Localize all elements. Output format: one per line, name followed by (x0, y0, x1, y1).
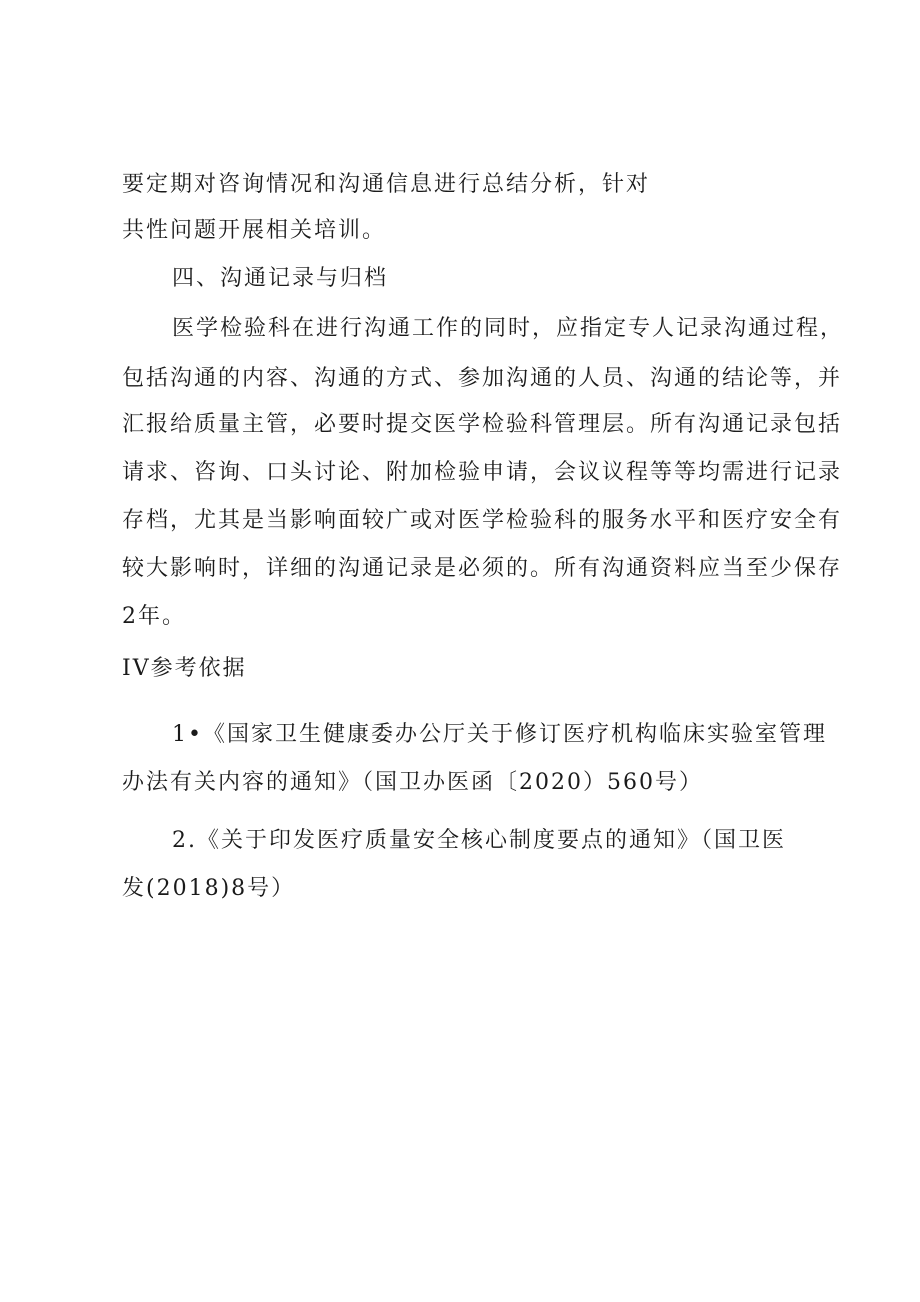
section-heading: IV参考依据 (122, 656, 247, 681)
paragraph-line: 存档，尤其是当影响面较广或对医学检验科的服务水平和医疗安全有 (122, 508, 843, 533)
paragraph-line: 请求、咨询、口头讨论、附加检验申请，会议议程等等均需进行记录 (122, 460, 843, 485)
paragraph-line: 共性问题开展相关培训。 (122, 218, 387, 243)
paragraph-line: 医学检验科在进行沟通工作的同时，应指定专人记录沟通过程， (172, 316, 845, 341)
reference-item: 2.《关于印发医疗质量安全核心制度要点的通知》（国卫医 (172, 828, 786, 853)
section-heading: 四、沟通记录与归档 (172, 266, 389, 291)
reference-item-continuation: 发(2018)8号） (122, 876, 296, 901)
paragraph-line: 2年。 (122, 604, 186, 629)
reference-item-continuation: 办法有关内容的通知》（国卫办医函〔2020）560号） (122, 770, 703, 795)
reference-item: 1•《国家卫生健康委办公厅关于修订医疗机构临床实验室管理 (172, 722, 827, 747)
paragraph-line: 汇报给质量主管，必要时提交医学检验科管理层。所有沟通记录包括 (122, 412, 843, 437)
paragraph-line: 较大影响时，详细的沟通记录是必须的。所有沟通资料应当至少保存 (122, 556, 843, 581)
paragraph-line: 要定期对咨询情况和沟通信息进行总结分析，针对 (122, 172, 651, 197)
paragraph-line: 包括沟通的内容、沟通的方式、参加沟通的人员、沟通的结论等，并 (122, 366, 843, 391)
